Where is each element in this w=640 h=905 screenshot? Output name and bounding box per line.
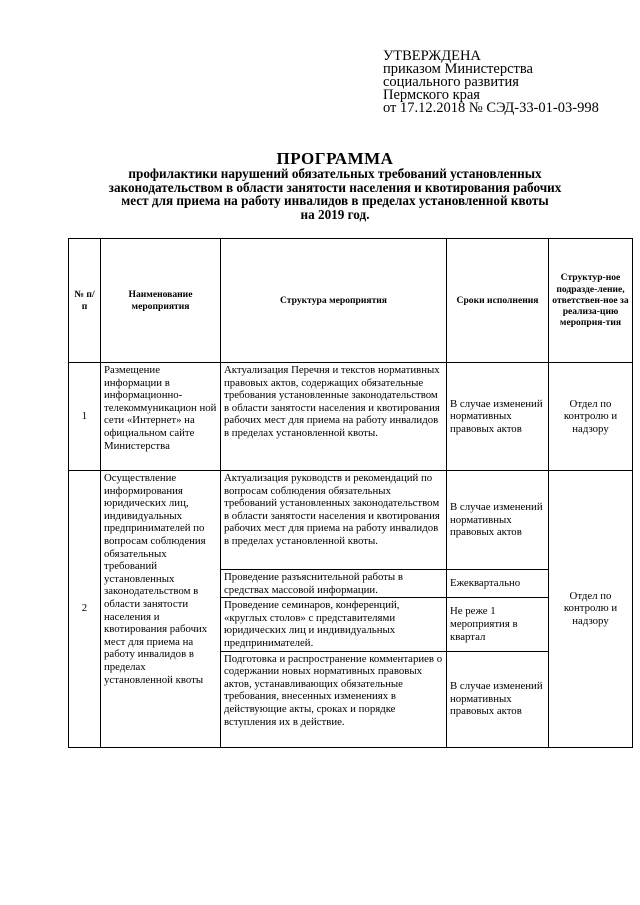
approval-line: социального развития xyxy=(383,74,519,90)
approval-stamp xyxy=(383,50,633,115)
header-name: Наименование мероприятия xyxy=(101,239,221,363)
approval-line: УТВЕРЖДЕНА xyxy=(383,48,481,64)
title-line: на 2019 год. xyxy=(300,206,370,222)
approval-line: приказом Министерства xyxy=(383,61,533,77)
event-term: Не реже 1 мероприятия в квартал xyxy=(447,598,549,651)
row-number: 2 xyxy=(69,471,101,748)
title-line: профилактики нарушений обязательных требований установленных xyxy=(128,166,542,181)
header-term: Сроки исполнения xyxy=(447,239,549,363)
event-name: Осуществление информирования юридических лиц, индивидуальных предпринимателей по вопросам соблюдения обязательных требований установленных законодательством в области занятости населения и квотирования рабочих мест для приема на работу инвалидов в пределах установленной квоты xyxy=(101,471,221,748)
table-row xyxy=(69,471,633,570)
event-structure: Подготовка и распространение комментариев о содержании новых нормативных правовых актов, устанавливающих обязательные требования, внесенных изменениях в действующие акты, сроках и порядке вступления их в действие. xyxy=(221,651,447,747)
event-term: Ежеквартально xyxy=(447,570,549,598)
header-num: № п/п xyxy=(69,239,101,363)
title-line: мест для приема на работу инвалидов в пределах установленной квоты xyxy=(121,193,549,208)
event-structure: Актуализация руководств и рекомендаций по вопросам соблюдения обязательных требований установленных законодательством в области занятости населения и квотирования рабочих мест для приема на работу инвалидов в пределах установленной квоты. xyxy=(221,471,447,570)
approval-line: от 17.12.2018 № СЭД-33-01-03-998 xyxy=(383,100,599,116)
table-header-row xyxy=(69,239,633,363)
event-structure: Проведение семинаров, конференций, «круглых столов» с представителями юридических лиц и индивидуальных предпринимателей. xyxy=(221,598,447,651)
program-heading: ПРОГРАММА xyxy=(276,149,394,168)
header-responsible: Структур-ное подразде-ление, ответствен-ное за реализа-цию мероприя-тия xyxy=(549,239,633,363)
responsible-unit: Отдел по контролю и надзору xyxy=(549,363,633,471)
program-table xyxy=(68,238,633,748)
document-title xyxy=(70,150,600,221)
title-line: законодательством в области занятости населения и квотирования рабочих xyxy=(108,179,562,195)
responsible-unit: Отдел по контролю и надзору xyxy=(549,471,633,748)
event-term: В случае изменений нормативных правовых актов xyxy=(447,651,549,747)
event-name: Размещение информации в информационно-телекоммуникацион ной сети «Интернет» на официальном сайте Министерства xyxy=(101,363,221,471)
event-term: В случае изменений нормативных правовых актов xyxy=(447,471,549,570)
approval-line: Пермского края xyxy=(383,87,480,103)
row-number: 1 xyxy=(69,363,101,471)
header-structure: Структура мероприятия xyxy=(221,239,447,363)
table-row xyxy=(69,363,633,471)
event-structure: Проведение разъяснительной работы в средствах массовой информации. xyxy=(221,570,447,598)
event-structure: Актуализация Перечня и текстов нормативных правовых актов, содержащих обязательные требования установленные законодательством в области занятости населения и квотирования рабочих мест для приема на работу инвалидов в пределах установленной квоты. xyxy=(221,363,447,471)
event-term: В случае изменений нормативных правовых актов xyxy=(447,363,549,471)
